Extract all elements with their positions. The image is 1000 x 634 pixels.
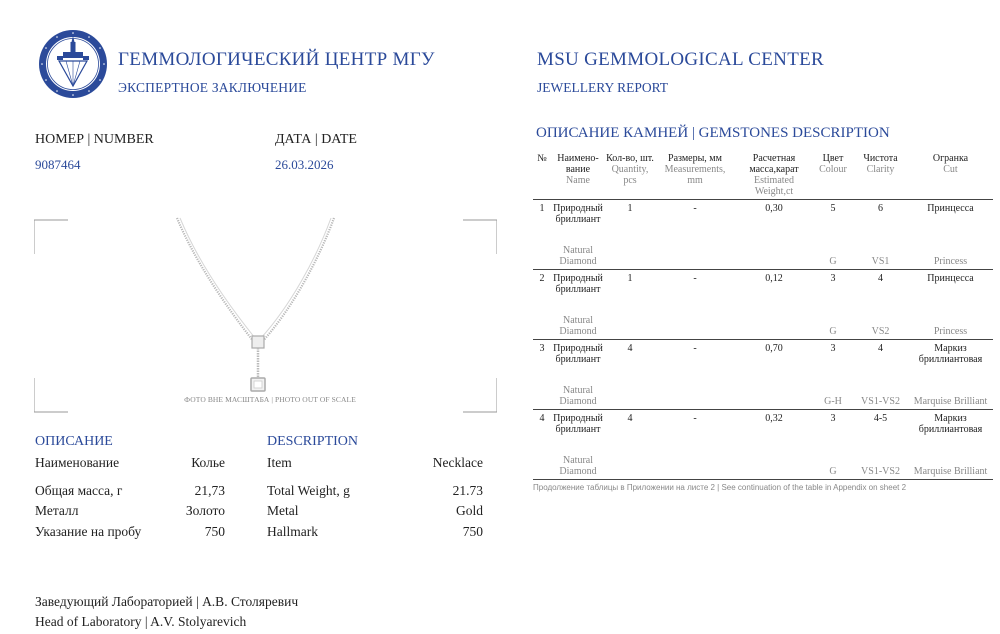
row-weight: 0,30: [765, 203, 783, 214]
weight-label-en: Total Weight, g: [267, 483, 350, 498]
gemstones-title: ОПИСАНИЕ КАМНЕЙ | GEMSTONES DESCRIPTION: [536, 125, 890, 141]
row-name-ru: Природный бриллиант: [553, 343, 603, 365]
header-clarity: Чистота Clarity: [863, 153, 898, 175]
row-cut-ru: Маркиз бриллиантовая: [918, 343, 983, 365]
header-size: Размеры, мм Measurements, mm: [664, 153, 726, 186]
header-title-ru: ГЕММОЛОГИЧЕСКИЙ ЦЕНТР МГУ: [118, 49, 435, 70]
metal-label-en: Metal: [267, 503, 299, 518]
description-title-en: DESCRIPTION: [267, 434, 359, 449]
row-cut-ru: Маркиз бриллиантовая: [918, 413, 983, 435]
row-weight: 0,12: [765, 273, 783, 284]
row-qty: 4: [627, 413, 633, 424]
row-name-ru: Природный бриллиант: [553, 413, 603, 435]
row-clarity-ru: 6: [878, 203, 883, 214]
weight-label-ru: Общая масса, г: [35, 483, 123, 498]
continuation-note: Продолжение таблицы в Приложении на листе 2 | See continuation of the table in Appendix on sheet 2: [533, 483, 907, 492]
header-no: №: [537, 153, 547, 164]
row-clarity-ru: 4: [878, 273, 883, 284]
row-name-en: Natural Diamond: [559, 385, 597, 407]
row-cut-en: Princess: [933, 326, 968, 337]
header-title-en: MSU GEMMOLOGICAL CENTER: [537, 49, 824, 70]
number-value: 9087464: [35, 157, 81, 172]
row-qty: 1: [627, 203, 633, 214]
row-cut-en: Princess: [933, 256, 968, 267]
gemstones-header-row: [533, 151, 993, 200]
metal-label-ru: Металл: [35, 503, 79, 518]
hallmark-label-ru: Указание на пробу: [35, 524, 142, 539]
row-size: -: [693, 413, 697, 424]
header-weight: Расчетная масса,карат Estimated Weight,ct: [749, 153, 799, 197]
row-colour-ru: 3: [830, 273, 836, 284]
row-name-en: Natural Diamond: [559, 315, 597, 337]
row-qty: 4: [627, 343, 633, 354]
row-colour-en: G: [829, 326, 837, 337]
row-colour-ru: 3: [830, 413, 836, 424]
row-clarity-en: VS1-VS2: [861, 466, 900, 477]
hallmark-label-en: Hallmark: [267, 524, 318, 539]
row-name-ru: Природный бриллиант: [553, 203, 603, 225]
row-no: 3: [539, 343, 545, 354]
date-label: ДАТА | DATE: [275, 132, 357, 147]
signature-en: Head of Laboratory | A.V. Stolyarevich: [35, 614, 247, 629]
row-cut-en: Marquise Brilliant: [913, 466, 988, 477]
gemstones-table: [533, 151, 993, 480]
row-size: -: [693, 273, 697, 284]
row-qty: 1: [627, 273, 633, 284]
table-row: [533, 451, 993, 480]
row-clarity-en: VS1-VS2: [861, 396, 900, 407]
header-colour: Цвет Colour: [819, 153, 847, 175]
necklace-photo: [34, 214, 497, 414]
row-no: 1: [539, 203, 545, 214]
row-colour-en: G: [829, 256, 837, 267]
item-value-en: Necklace: [432, 455, 483, 470]
msu-building-diamond-seal-icon: [37, 28, 109, 100]
metal-value-en: Gold: [456, 503, 483, 518]
row-weight: 0,70: [765, 343, 783, 354]
item-label-en: Item: [267, 455, 292, 470]
row-weight: 0,32: [765, 413, 783, 424]
row-clarity-ru: 4-5: [873, 413, 888, 424]
hallmark-value-en: 750: [462, 524, 483, 539]
row-colour-en: G: [829, 466, 837, 477]
table-row: [533, 270, 993, 312]
header-subtitle-ru: ЭКСПЕРТНОЕ ЗАКЛЮЧЕНИЕ: [118, 80, 307, 95]
header-qty: Кол-во, шт. Quantity, pcs: [606, 153, 654, 186]
row-cut-en: Marquise Brilliant: [913, 396, 988, 407]
weight-value-en: 21.73: [452, 483, 483, 498]
metal-value-ru: Золото: [185, 503, 225, 518]
row-cut-ru: Принцесса: [927, 203, 974, 214]
row-name-en: Natural Diamond: [559, 455, 597, 477]
number-label: НОМЕР | NUMBER: [35, 132, 154, 147]
description-title-ru: ОПИСАНИЕ: [35, 434, 113, 449]
table-row: [533, 410, 993, 452]
table-row: [533, 340, 993, 382]
date-value: 26.03.2026: [275, 157, 334, 172]
row-size: -: [693, 203, 697, 214]
item-label-ru: Наименование: [35, 455, 120, 470]
weight-value-ru: 21,73: [194, 483, 225, 498]
header-subtitle-en: JEWELLERY REPORT: [537, 80, 669, 95]
header-cut: Огранка Cut: [932, 153, 969, 175]
row-no: 2: [539, 273, 545, 284]
header-name: Наимено-вание Name: [557, 153, 599, 186]
row-clarity-en: VS2: [871, 326, 890, 337]
row-name-ru: Природный бриллиант: [553, 273, 603, 295]
item-value-ru: Колье: [191, 455, 225, 470]
row-size: -: [693, 343, 697, 354]
row-no: 4: [539, 413, 545, 424]
photo-caption: ФОТО ВНЕ МАСШТАБА | PHOTO OUT OF SCALE: [184, 395, 356, 404]
table-row: [533, 200, 993, 242]
row-name-en: Natural Diamond: [559, 245, 597, 267]
row-clarity-ru: 4: [878, 343, 883, 354]
table-row: [533, 311, 993, 340]
row-clarity-en: VS1: [871, 256, 890, 267]
row-colour-ru: 5: [830, 203, 836, 214]
hallmark-value-ru: 750: [204, 524, 225, 539]
row-colour-en: G-H: [824, 396, 842, 407]
table-row: [533, 381, 993, 410]
row-colour-ru: 3: [830, 343, 836, 354]
row-cut-ru: Принцесса: [927, 273, 974, 284]
table-row: [533, 241, 993, 270]
signature-ru: Заведующий Лабораторией | А.В. Столяревич: [35, 594, 299, 609]
